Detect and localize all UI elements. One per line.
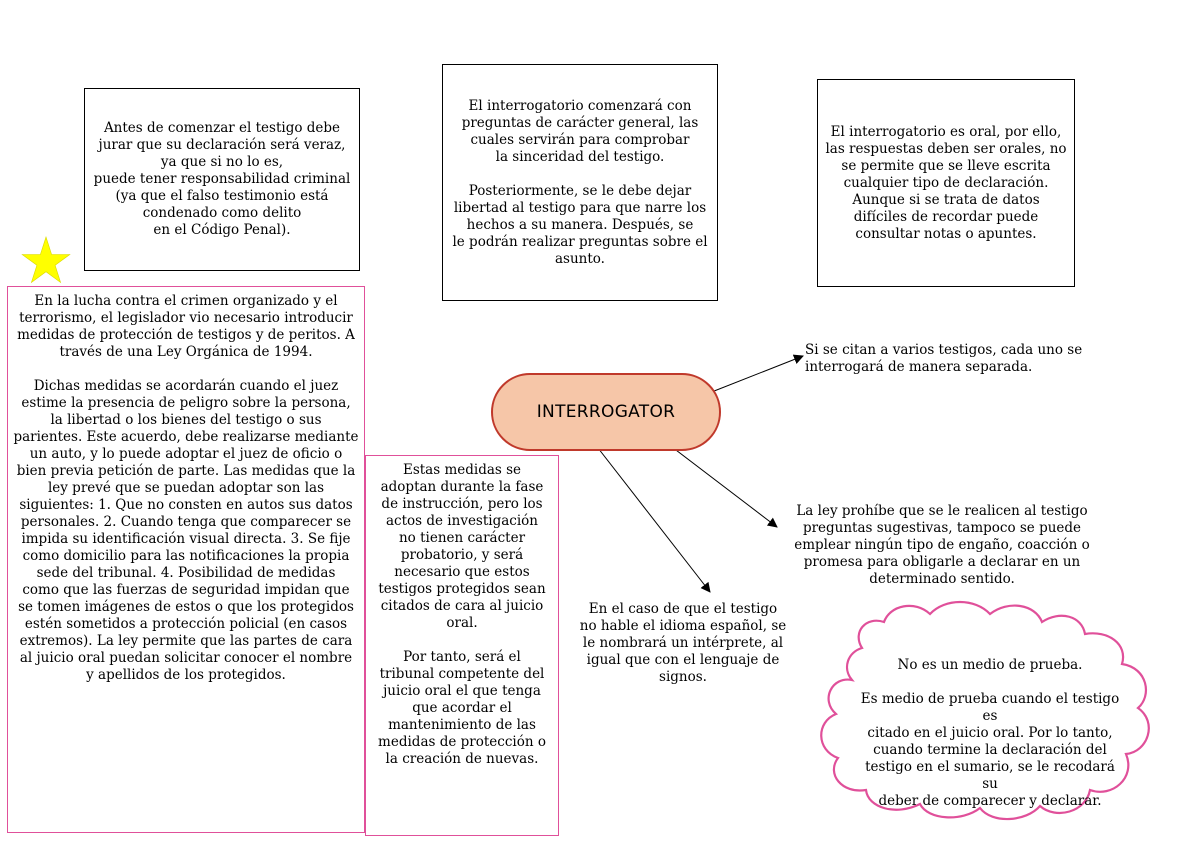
arrow-to-interpreter [598, 448, 710, 592]
interrogator-label: INTERROGATOR [536, 402, 676, 422]
oath-text: Antes de comenzar el testigo debe jurar que su declaración será veraz, ya que si no lo es, puede tener responsabilidad criminal (ya que el falso testimonio está condenado como delito en el Código Penal). [93, 120, 351, 238]
general-questions-text: El interrogatorio comenzará con preguntas de carácter general, las cuales servirán para comprobar la sinceridad del testigo. Posteriormente, se le debe dejar libertad al testigo para que narre los hechos a su manera. Después, se le podrán realizar preguntas sobre el asunto. [452, 97, 708, 267]
oral-text: El interrogatorio es oral, por ello, las respuestas deben ser orales, no se permite que se lleve escrita cualquier tipo de declaración. Aunque si se trata de datos difíciles de recordar puede consultar notas o apuntes. [825, 123, 1067, 242]
interpreter-label: En el caso de que el testigo no hable el idioma español, se le nombrará un intérprete, al igual que con el lenguaje de signos. [579, 601, 787, 685]
protection-text: En la lucha contra el crimen organizado y el terrorismo, el legislador vio necesario introducir medidas de protección de testigos y de peritos. A través de una Ley Orgánica de 1994. Dichas medidas se acordarán cuando el juez estime la presencia de peligro sobre la persona, la libertad o los bienes del testigo o sus parientes. Este acuerdo, debe realizarse mediante un auto, y lo puede adoptar el juez de oficio o bien previa petición de parte. Las medidas que la ley prevé que se puedan adoptar son las siguientes: 1. Que no consten en autos sus datos personales. 2. Cuando tenga que comparecer se impida su identificación visual directa. 3. Se fije como domicilio para las notificaciones la propia sede del tribunal. 4. Posibilidad de medidas como que las fuerzas de seguridad impidan que se tomen imágenes de estos o que los protegidos estén sometidos a protección policial (en casos extremos). La ley permite que las partes de cara al juicio oral puedan solicitar conocer el nombre y apellidos de los protegidos. [13, 293, 359, 683]
cloud-text: No es un medio de prueba. Es medio de prueba cuando el testigo es citado en el juicio oral. Por lo tanto, cuando termine la declaración del testigo en el sumario, se le recodará su deber de comparecer y declarar. [860, 657, 1120, 809]
star-icon [22, 237, 70, 283]
general-questions-box [442, 64, 718, 301]
oath-box [84, 88, 360, 271]
arrow-to-several-witnesses [704, 356, 803, 395]
protection-box [7, 286, 365, 833]
instruction-phase-box [365, 455, 559, 836]
suggestive-questions-label: La ley prohíbe que se le realicen al testigo preguntas sugestivas, tampoco se puede emplear ningún tipo de engaño, coacción o promesa para obligarle a declarar en un determinado sentido. [794, 503, 1090, 587]
oral-box [817, 79, 1075, 287]
several-witnesses-label: Si se citan a varios testigos, cada uno se interrogará de manera separada. [805, 342, 1083, 375]
arrow-to-suggestive [672, 447, 777, 527]
instruction-phase-text: Estas medidas se adoptan durante la fase de instrucción, pero los actos de investigación no tienen carácter probatorio, y será necesario que estos testigos protegidos sean citados de cara al juicio oral. Por tanto, será el tribunal competente del juicio oral el que tenga que acordar el mantenimiento de las medidas de protección o la creación de nuevas. [378, 462, 546, 767]
interrogator-node [491, 373, 721, 451]
